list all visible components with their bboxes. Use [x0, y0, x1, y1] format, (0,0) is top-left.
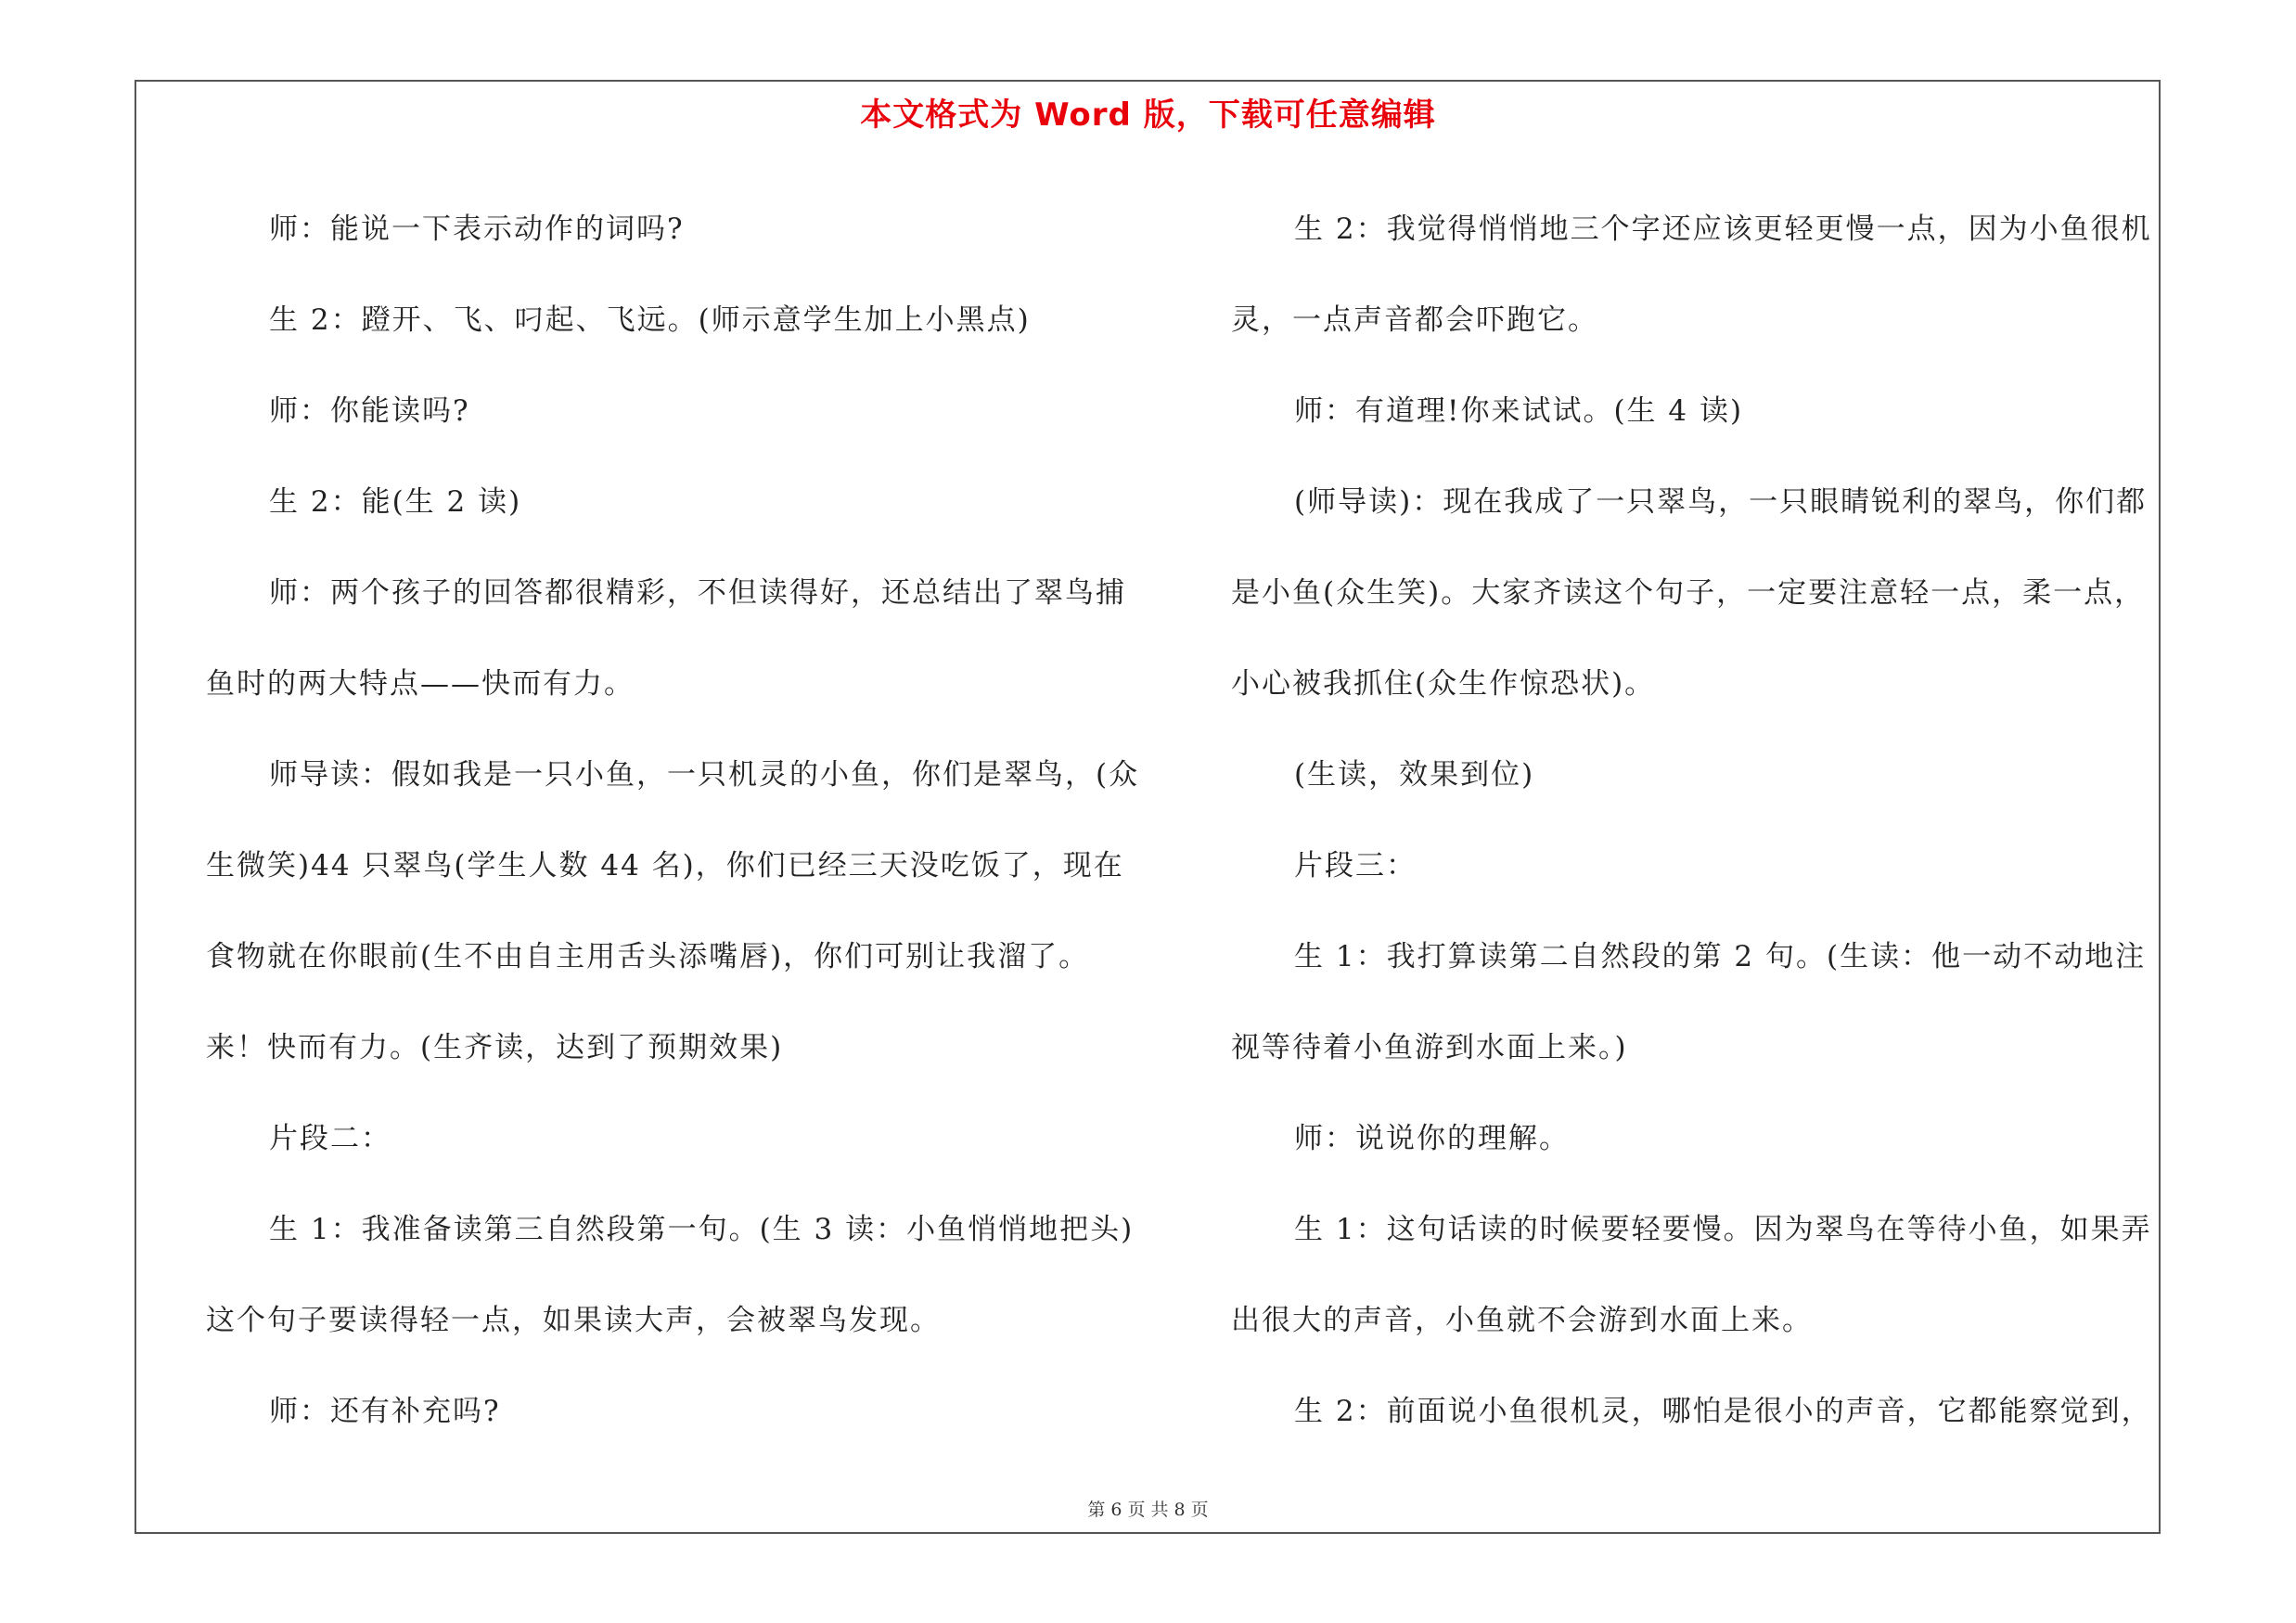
section-heading: 片段三： [1294, 849, 1417, 882]
paragraph: 师：你能读吗? [269, 394, 470, 428]
paragraph: 生 1：我准备读第三自然段第一句。(生 3 读：小鱼悄悄地把头)这个句子要读得轻一点，如果读大声，会被翠鸟发现。 [206, 1213, 1135, 1337]
paragraph: 师：能说一下表示动作的词吗? [269, 213, 685, 246]
paragraph: 生 2：我觉得悄悄地三个字还应该更轻更慢一点，因为小鱼很机灵，一点声音都会吓跑它。 [1231, 213, 2152, 337]
left-column [206, 184, 1145, 1457]
paragraph: 生 1：这句话读的时候要轻要慢。因为翠鸟在等待小鱼，如果弄出很大的声音，小鱼就不会游到水面上来。 [1231, 1213, 2152, 1337]
paragraph: 生 1：我打算读第二自然段的第 2 句。(生读：他一动不动地注视等待着小鱼游到水面上来。) [1231, 940, 2147, 1064]
paragraph: 生 2：能(生 2 读) [269, 485, 522, 519]
paragraph: 生 2：蹬开、飞、叼起、飞远。(师示意学生加上小黑点) [269, 303, 1031, 337]
paragraph: 师：两个孩子的回答都很精彩，不但读得好，还总结出了翠鸟捕鱼时的两大特点——快而有力。 [206, 576, 1126, 701]
section-heading: 片段二： [269, 1122, 391, 1155]
page-number-footer: 第 6 页 共 8 页 [1087, 1500, 1209, 1520]
paragraph: 师：还有补充吗? [269, 1395, 501, 1428]
paragraph: (生读，效果到位) [1294, 758, 1535, 792]
paragraph: (师导读)：现在我成了一只翠鸟，一只眼睛锐利的翠鸟，你们都是小鱼(众生笑)。大家齐读这个句子，一定要注意轻一点，柔一点，小心被我抓住(众生作惊恐状)。 [1231, 485, 2148, 701]
paragraph: 师导读：假如我是一只小鱼，一只机灵的小鱼，你们是翠鸟，(众生微笑)44 只翠鸟(学生人数 44 名)，你们已经三天没吃饭了，现在食物就在你眼前(生不由自主用舌头添嘴唇)，你们可别让我溜了。来！快而有力。(生齐读，达到了预期效果) [206, 758, 1140, 1064]
paragraph: 师：说说你的理解。 [1294, 1122, 1570, 1155]
paragraph: 生 2：前面说小鱼很机灵，哪怕是很小的声音，它都能察觉到， [1294, 1395, 2152, 1428]
word-format-banner: 本文格式为 Word 版，下载可任意编辑 [860, 97, 1436, 134]
right-column [1231, 184, 2159, 1457]
paragraph: 师：有道理!你来试试。(生 4 读) [1294, 394, 1744, 428]
